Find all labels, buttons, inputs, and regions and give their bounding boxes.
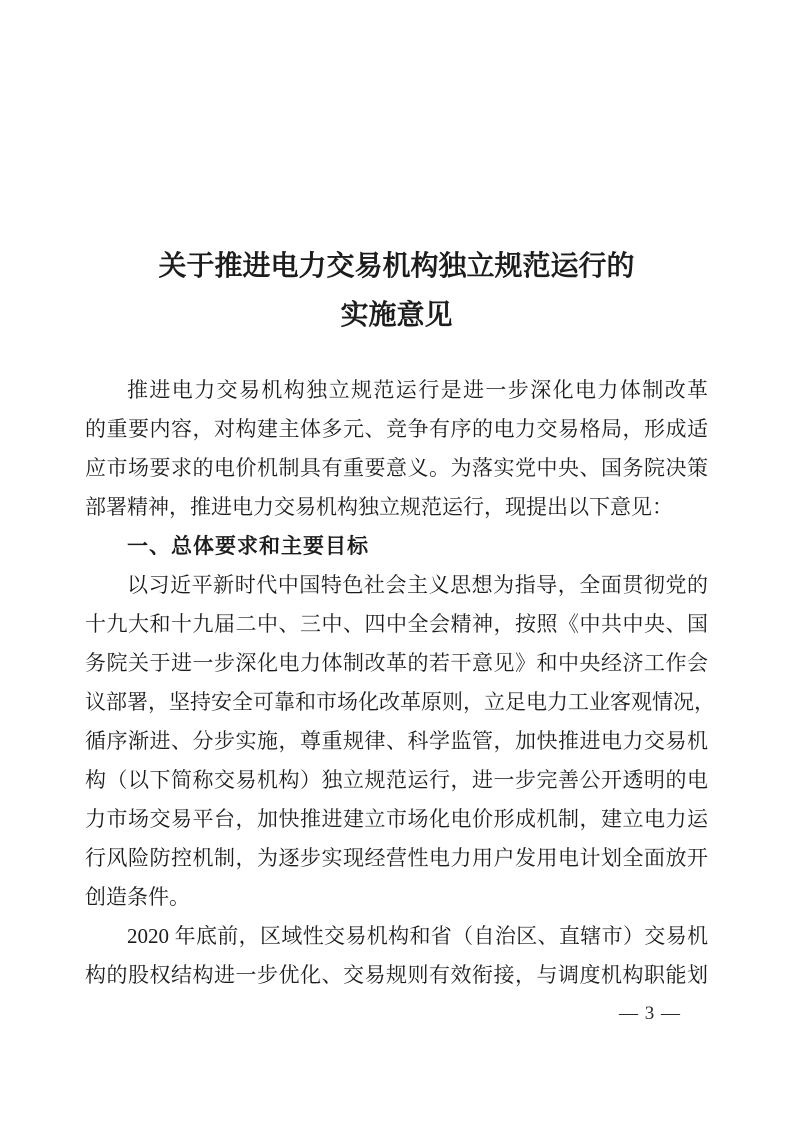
text-line: 议部署，坚持安全可靠和市场化改革原则，立足电力工业客观情况，	[85, 690, 715, 714]
text-line: 十九大和十九届二中、三中、四中全会精神，按照《中共中央、国	[85, 612, 708, 636]
text-line: 的重要内容，对构建主体多元、竞争有序的电力交易格局，形成适	[85, 417, 708, 441]
text-line: 务院关于进一步深化电力体制改革的若干意见》和中央经济工作会	[85, 651, 708, 675]
text-line: 2020 年底前，区域性交易机构和省（自治区、直辖市）交易机	[127, 924, 708, 948]
document-title-line-2: 实施意见	[340, 300, 453, 331]
text-line: 推进电力交易机构独立规范运行是进一步深化电力体制改革	[127, 378, 708, 402]
document-title-line-1: 关于推进电力交易机构独立规范运行的	[158, 251, 635, 282]
text-line: 应市场要求的电价机制具有重要意义。为落实党中央、国务院决策	[85, 456, 708, 480]
page-number: — 3 —	[619, 1003, 681, 1024]
section-heading: 一、总体要求和主要目标	[127, 535, 369, 558]
document-title	[0, 242, 793, 340]
text-line: 循序渐进、分步实施，尊重规律、科学监管，加快推进电力交易机	[85, 729, 708, 753]
text-line: 构的股权结构进一步优化、交易规则有效衔接，与调度机构职能划	[85, 963, 708, 987]
text-line: 以习近平新时代中国特色社会主义思想为指导，全面贯彻党的	[127, 573, 708, 597]
document-body	[85, 371, 715, 995]
text-line: 创造条件。	[85, 885, 190, 909]
text-line: 行风险防控机制，为逐步实现经营性电力用户发用电计划全面放开	[85, 846, 708, 870]
text-line: 部署精神，推进电力交易机构独立规范运行，现提出以下意见：	[85, 495, 673, 519]
text-line: 构（以下简称交易机构）独立规范运行，进一步完善公开透明的电	[85, 768, 708, 792]
text-line: 力市场交易平台，加快推进建立市场化电价形成机制，建立电力运	[85, 807, 708, 831]
